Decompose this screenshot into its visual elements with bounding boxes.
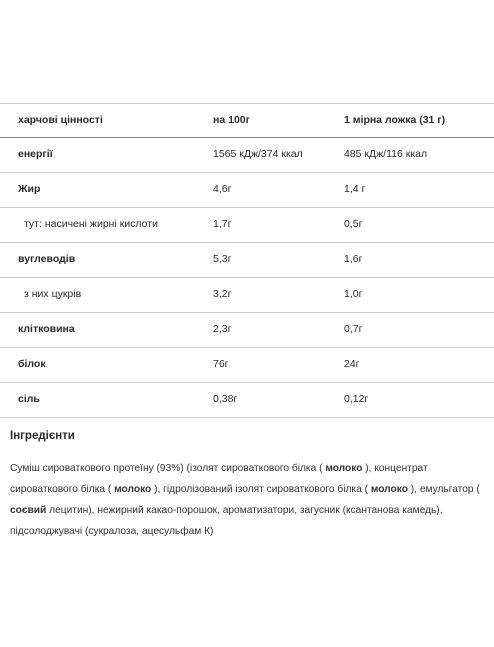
value-per-serving: 0,7г <box>344 323 363 335</box>
allergen-highlight: молоко <box>370 484 408 495</box>
table-row <box>0 348 494 383</box>
table-row <box>0 278 494 313</box>
nutrient-label: сіль <box>18 393 40 405</box>
table-row <box>0 208 494 243</box>
value-per-100g: 1565 кДж/374 ккал <box>213 148 303 160</box>
table-row <box>0 138 494 173</box>
value-per-100g: 3,2г <box>213 288 232 300</box>
value-per-serving: 485 кДж/116 ккал <box>344 148 428 160</box>
value-per-serving: 0,12г <box>344 393 369 405</box>
value-per-serving: 1,6г <box>344 253 363 265</box>
nutrient-label: Жир <box>18 183 41 195</box>
value-per-100g: 76г <box>213 358 229 370</box>
allergen-highlight: молоко <box>114 484 152 495</box>
allergen-highlight: молоко <box>325 463 363 474</box>
value-per-100g: 1,7г <box>213 218 232 230</box>
value-per-serving: 0,5г <box>344 218 363 230</box>
value-per-100g: 0,38г <box>213 393 238 405</box>
nutrition-table-header <box>0 103 494 138</box>
header-nutrient: харчові цінності <box>18 114 103 126</box>
nutrition-table-body <box>0 138 494 418</box>
nutrient-label: з них цукрів <box>24 288 82 300</box>
ingredients-fragment: лецитин), нежирний какао-порошок, ароматизатори, загусник (ксантанова камедь), підсолоджувачі (сукралоза, ацесульфам К) <box>10 505 443 537</box>
value-per-100g: 4,6г <box>213 183 232 195</box>
ingredients-fragment: ), гідролізований ізолят сироваткового білка ( <box>151 484 371 495</box>
header-per-serving: 1 мірна ложка (31 г) <box>344 114 446 126</box>
value-per-serving: 1,0г <box>344 288 363 300</box>
nutrient-label: клітковина <box>18 323 75 335</box>
ingredients-section <box>10 428 484 542</box>
nutrient-label: енергії <box>18 148 53 160</box>
value-per-100g: 5,3г <box>213 253 232 265</box>
nutrient-label: тут: насичені жирні кислоти <box>24 218 158 230</box>
table-row <box>0 313 494 348</box>
nutrient-label: вуглеводів <box>18 253 76 265</box>
nutrient-label: білок <box>18 358 46 370</box>
allergen-highlight: соєвий <box>10 505 47 516</box>
table-row <box>0 243 494 278</box>
ingredients-fragment: ), емульгатор ( <box>407 484 480 495</box>
value-per-serving: 1,4 г <box>344 183 366 195</box>
table-row <box>0 383 494 418</box>
header-per-100g: на 100г <box>213 114 250 126</box>
value-per-serving: 24г <box>344 358 360 370</box>
nutrition-table <box>0 103 494 418</box>
value-per-100g: 2,3г <box>213 323 232 335</box>
ingredients-text <box>10 458 484 542</box>
table-row <box>0 173 494 208</box>
ingredients-fragment: ), концентрат сироваткового білка ( <box>10 463 428 495</box>
ingredients-fragment: Суміш сироваткового протеїну (93%) (ізолят сироваткового білка ( <box>10 463 326 474</box>
ingredients-title: Інгредієнти <box>10 430 75 442</box>
